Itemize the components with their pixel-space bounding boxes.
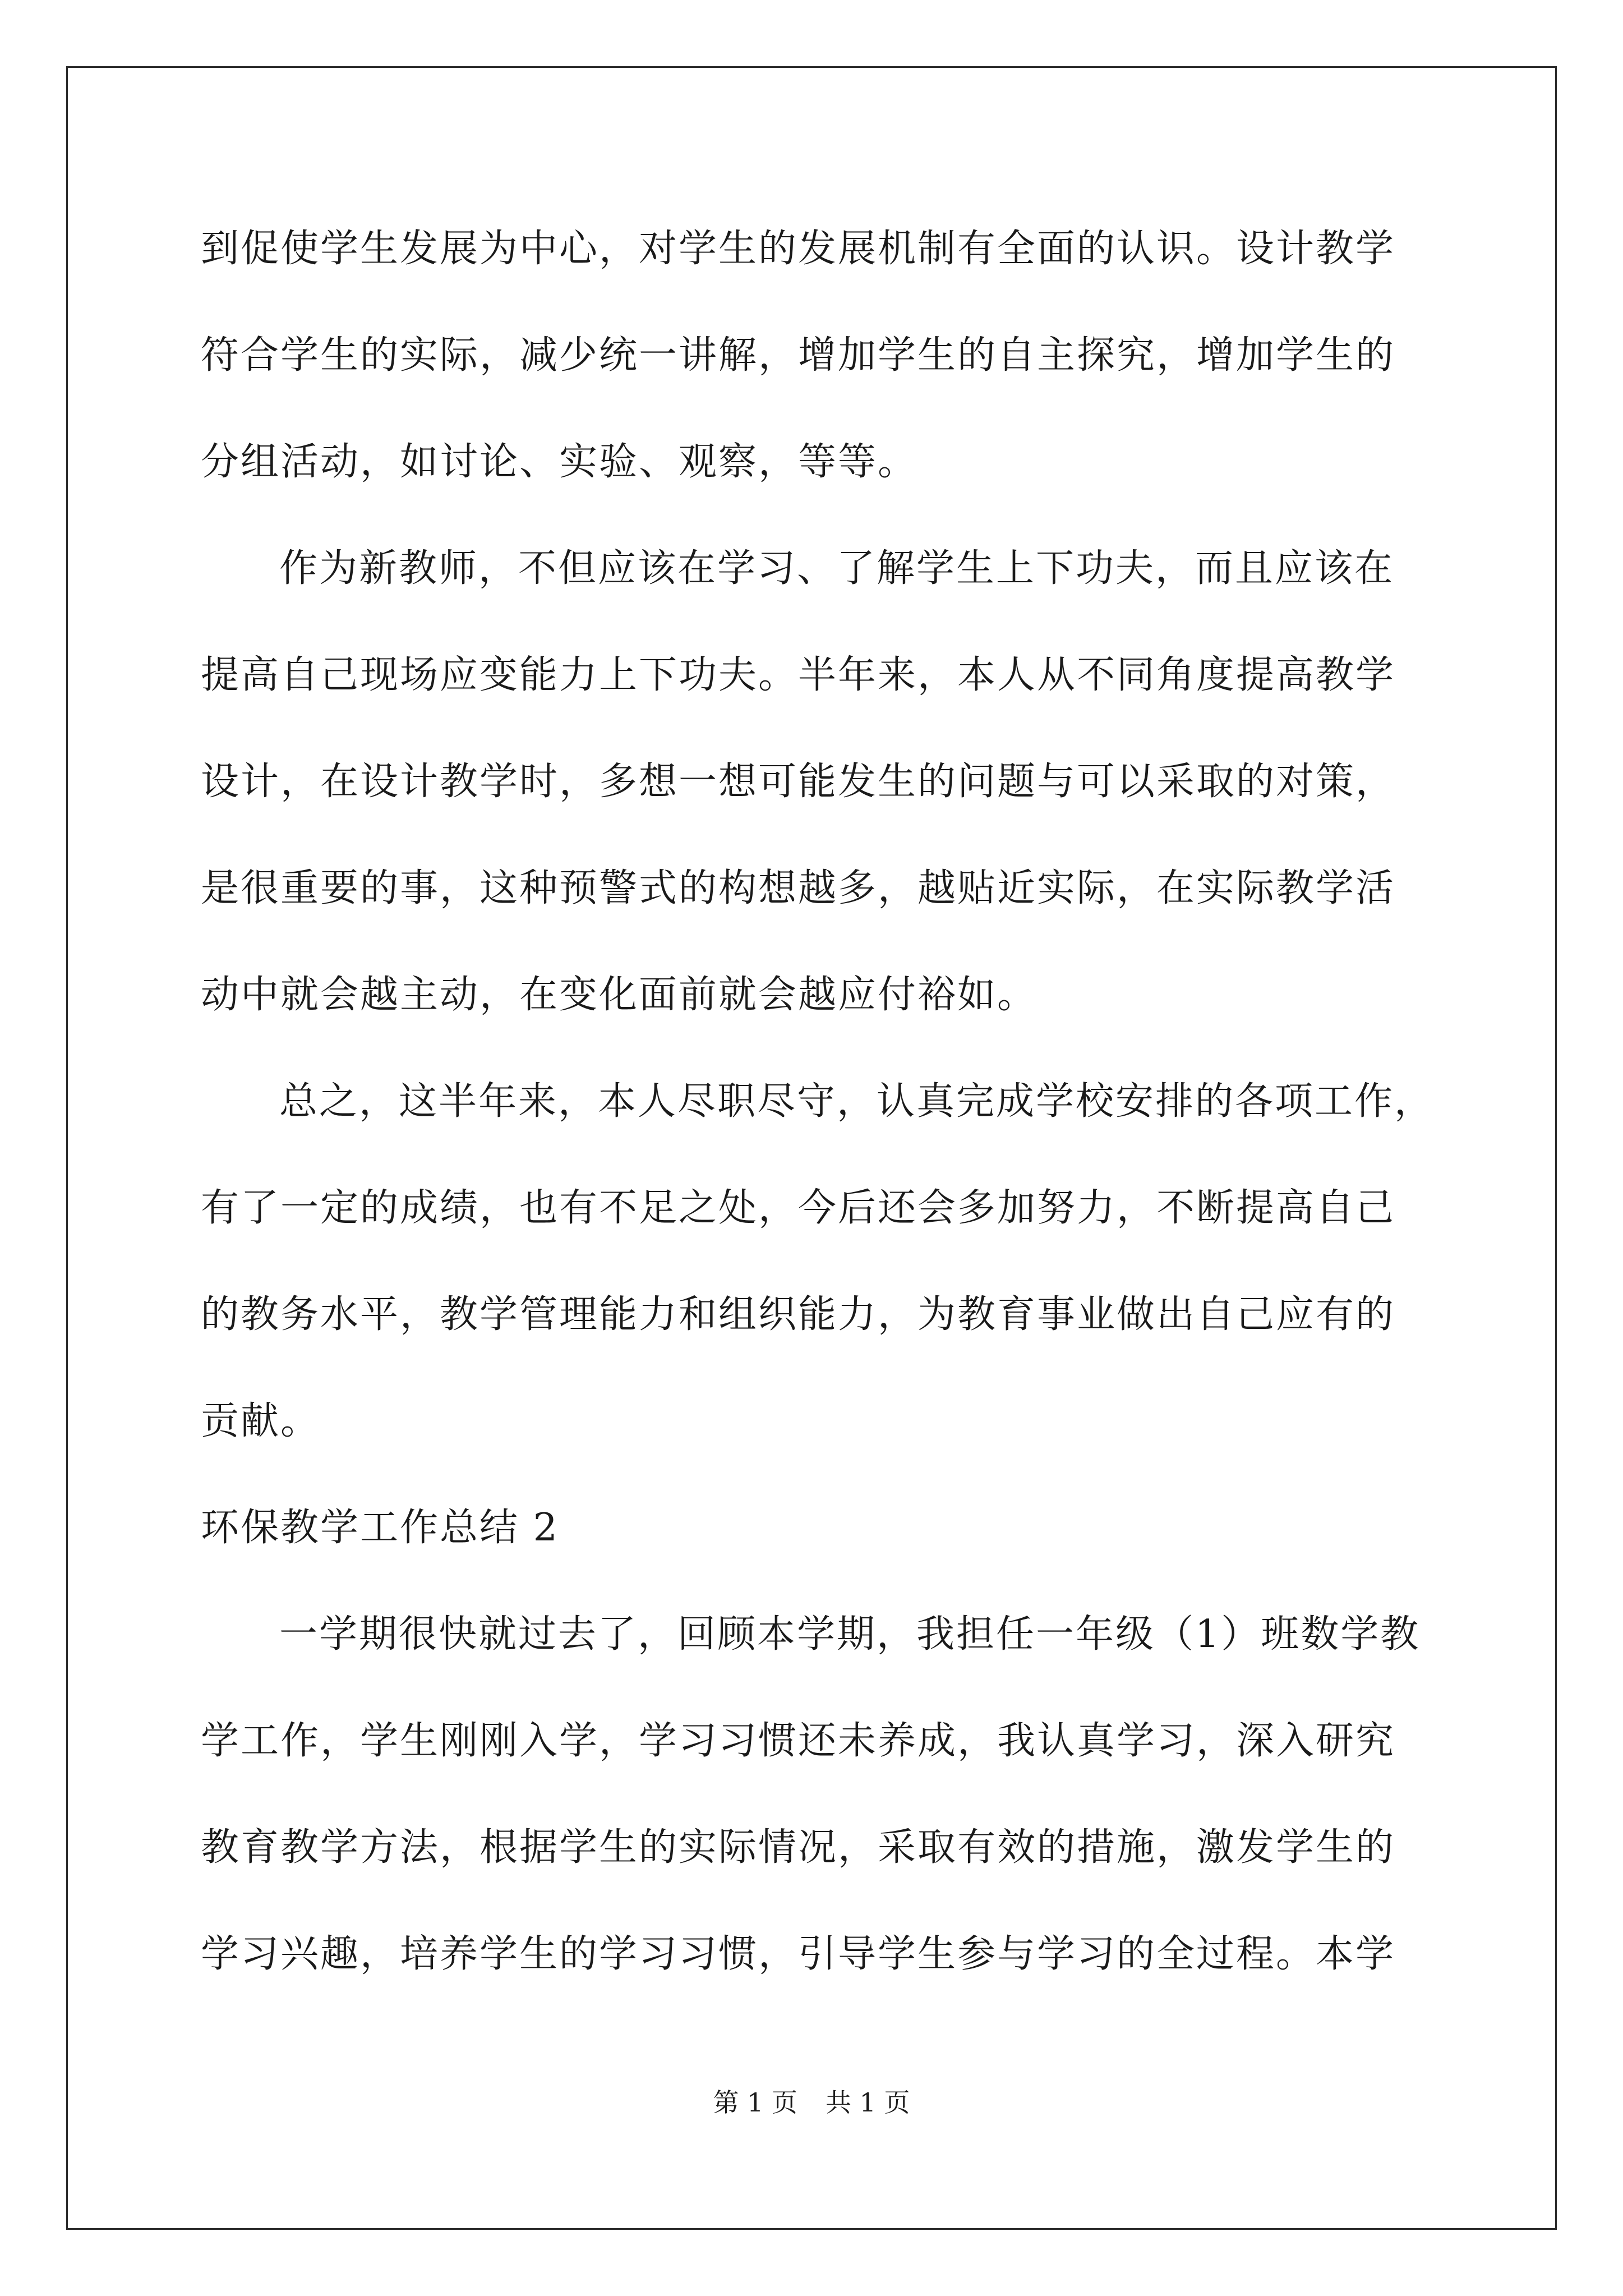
- page-number: 第 1 页: [713, 2087, 797, 2118]
- text-line: 分组活动，如讨论、实验、观察，等等。: [201, 440, 918, 484]
- section-heading: 环保教学工作总结 2: [201, 1506, 559, 1550]
- paragraph-start-line: 作为新教师，不但应该在学习、了解学生上下功夫，而且应该在: [279, 546, 1395, 591]
- text-line: 的教务水平，教学管理能力和组织能力，为教育事业做出自己应有的: [201, 1292, 1396, 1337]
- text-line: 符合学生的实际，减少统一讲解，增加学生的自主探究，增加学生的: [201, 333, 1396, 378]
- text-line: 贡献。: [201, 1399, 321, 1443]
- text-line: 教育教学方法，根据学生的实际情况，采取有效的措施，激发学生的: [201, 1825, 1396, 1870]
- text-line: 有了一定的成绩，也有不足之处，今后还会多加努力，不断提高自己: [201, 1186, 1396, 1230]
- page-total: 共 1 页: [826, 2087, 910, 2118]
- paragraph-start-line: 总之，这半年来，本人尽职尽守，认真完成学校安排的各项工作，: [279, 1079, 1435, 1124]
- page-footer: [0, 2087, 1623, 2118]
- paragraph-start-line: 一学期很快就过去了，回顾本学期，我担任一年级（1）班数学教: [279, 1612, 1421, 1657]
- text-line: 提高自己现场应变能力上下功夫。半年来，本人从不同角度提高教学: [201, 653, 1396, 697]
- text-line: 设计，在设计教学时，多想一想可能发生的问题与可以采取的对策，: [201, 760, 1396, 804]
- page-frame: [66, 66, 1557, 2230]
- text-line: 学习兴趣，培养学生的学习习惯，引导学生参与学习的全过程。本学: [201, 1932, 1396, 1976]
- text-line: 是很重要的事，这种预警式的构想越多，越贴近实际，在实际教学活: [201, 866, 1396, 910]
- text-line: 动中就会越主动，在变化面前就会越应付裕如。: [201, 973, 1038, 1017]
- text-line: 到促使学生发展为中心，对学生的发展机制有全面的认识。设计教学: [201, 227, 1396, 271]
- text-line: 学工作，学生刚刚入学，学习习惯还未养成，我认真学习，深入研究: [201, 1719, 1396, 1763]
